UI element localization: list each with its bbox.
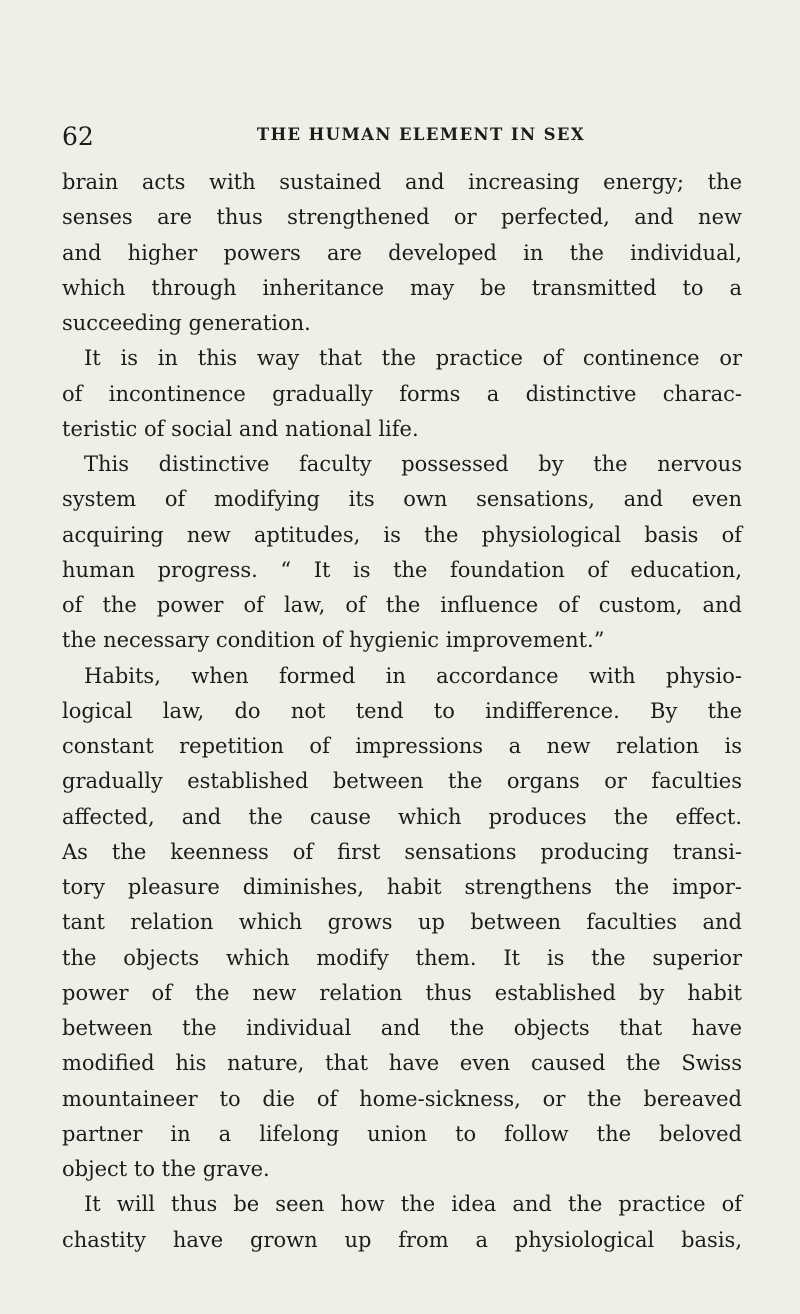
page-number: 62 <box>62 122 94 151</box>
running-title: THE HUMAN ELEMENT IN SEX <box>256 125 586 144</box>
text-line: Habits, when formed in accordance with physio- <box>84 663 742 688</box>
text-line: This distinctive faculty possessed by the nervous <box>84 452 742 476</box>
text-line: chastity have grown up from a physiological basis, <box>62 1227 742 1252</box>
text-line: gradually established between the organs or faculties <box>62 769 742 794</box>
text-line: It is in this way that the practice of continence or <box>84 346 742 371</box>
text-line: tory pleasure diminishes, habit strengthens the impor- <box>62 875 742 899</box>
text-line: object to the grave. <box>62 1157 270 1181</box>
text-line: between the individual and the objects that have <box>62 1016 742 1040</box>
text-line: modified his nature, that have even caused the Swiss <box>62 1051 742 1076</box>
text-line: the necessary condition of hygienic improvement.” <box>62 628 605 653</box>
text-line: acquiring new aptitudes, is the physiological basis of <box>62 522 742 547</box>
text-line: As the keenness of first sensations producing transi- <box>62 839 742 864</box>
text-line: power of the new relation thus established by habit <box>62 980 742 1005</box>
text-line: It will thus be seen how the idea and the practice of <box>84 1192 742 1217</box>
text-line: human progress. “ It is the foundation of education, <box>62 557 742 582</box>
running-head <box>62 122 740 152</box>
text-line: mountaineer to die of home-sickness, or the bereaved <box>62 1086 742 1111</box>
text-line: partner in a lifelong union to follow the beloved <box>62 1121 742 1146</box>
text-line: constant repetition of impressions a new relation is <box>62 734 742 758</box>
text-line: of the power of law, of the influence of custom, and <box>62 593 742 617</box>
text-line: tant relation which grows up between faculties and <box>62 910 742 935</box>
text-line: succeeding generation. <box>62 311 311 335</box>
text-line: brain acts with sustained and increasing energy; the <box>62 170 742 194</box>
body-text <box>62 165 742 1258</box>
text-line: affected, and the cause which produces the effect. <box>62 804 742 829</box>
text-line: system of modifying its own sensations, and even <box>62 487 742 512</box>
text-line: of incontinence gradually forms a distinctive charac- <box>62 381 742 406</box>
text-line: senses are thus strengthened or perfected, and new <box>62 205 742 230</box>
text-line: teristic of social and national life. <box>62 416 419 441</box>
text-line: which through inheritance may be transmitted to a <box>62 275 742 300</box>
text-line: logical law, do not tend to indifference. By the <box>62 698 742 723</box>
text-line: the objects which modify them. It is the superior <box>62 945 742 970</box>
text-line: and higher powers are developed in the individual, <box>62 240 742 265</box>
